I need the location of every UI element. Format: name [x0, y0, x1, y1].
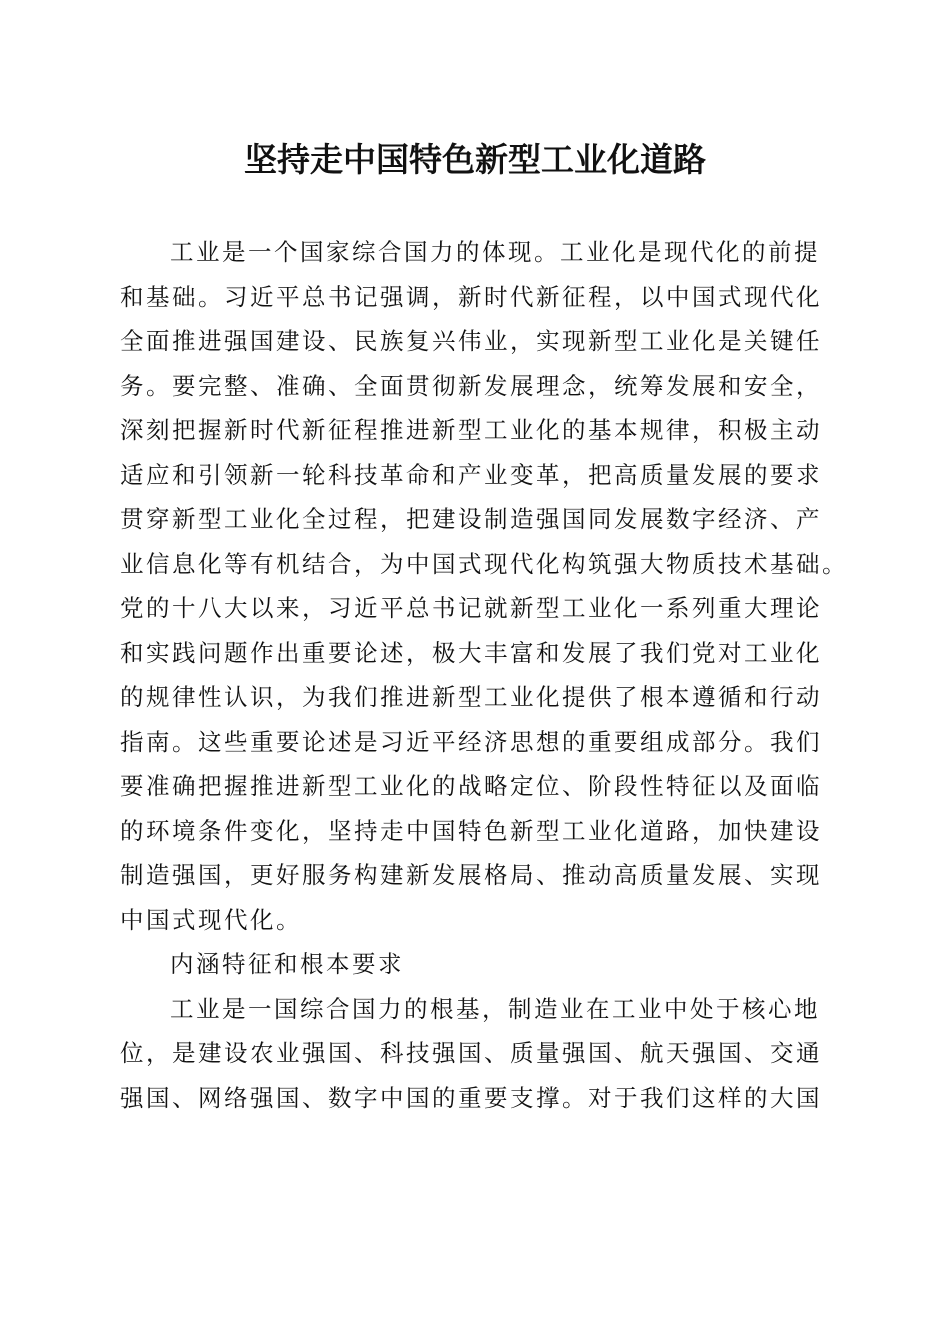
paragraph-line: 业信息化等有机结合，为中国式现代化构筑强大物质技术基础。 — [120, 549, 848, 578]
document-body — [120, 230, 848, 1120]
paragraph-line: 党的十八大以来，习近平总书记就新型工业化一系列重大理论 — [120, 594, 822, 622]
paragraph-line: 位，是建设农业强国、科技强国、质量强国、航天强国、交通 — [120, 1039, 822, 1067]
paragraph-line: 的环境条件变化，坚持走中国特色新型工业化道路，加快建设 — [120, 816, 822, 845]
paragraph-line: 务。要完整、准确、全面贯彻新发展理念，统筹发展和安全， — [120, 371, 822, 400]
paragraph-line: 和实践问题作出重要论述，极大丰富和发展了我们党对工业化 — [120, 638, 822, 667]
document-title: 坚持走中国特色新型工业化道路 — [244, 140, 706, 179]
paragraph-line: 和基础。习近平总书记强调，新时代新征程，以中国式现代化 — [120, 282, 822, 311]
paragraph-line: 制造强国，更好服务构建新发展格局、推动高质量发展、实现 — [120, 861, 822, 889]
paragraph-line: 全面推进强国建设、民族复兴伟业，实现新型工业化是关键任 — [120, 327, 822, 355]
paragraph-line: 工业是一国综合国力的根基，制造业在工业中处于核心地 — [170, 994, 820, 1023]
paragraph-line: 适应和引领新一轮科技革命和产业变革，把高质量发展的要求 — [120, 460, 822, 489]
paragraph-line: 贯穿新型工业化全过程，把建设制造强国同发展数字经济、产 — [120, 505, 822, 533]
paragraph-line: 中国式现代化。 — [120, 905, 302, 934]
section-heading: 内涵特征和根本要求 — [170, 950, 404, 978]
paragraph-line: 深刻把握新时代新征程推进新型工业化的基本规律，积极主动 — [120, 416, 822, 444]
paragraph-line: 指南。这些重要论述是习近平经济思想的重要组成部分。我们 — [120, 727, 822, 756]
paragraph-line: 强国、网络强国、数字中国的重要支撑。对于我们这样的大国 — [120, 1083, 822, 1112]
paragraph-line: 的规律性认识，为我们推进新型工业化提供了根本遵循和行动 — [120, 683, 822, 711]
paragraph-line: 要准确把握推进新型工业化的战略定位、阶段性特征以及面临 — [120, 772, 822, 800]
paragraph-line: 工业是一个国家综合国力的体现。工业化是现代化的前提 — [170, 238, 820, 266]
